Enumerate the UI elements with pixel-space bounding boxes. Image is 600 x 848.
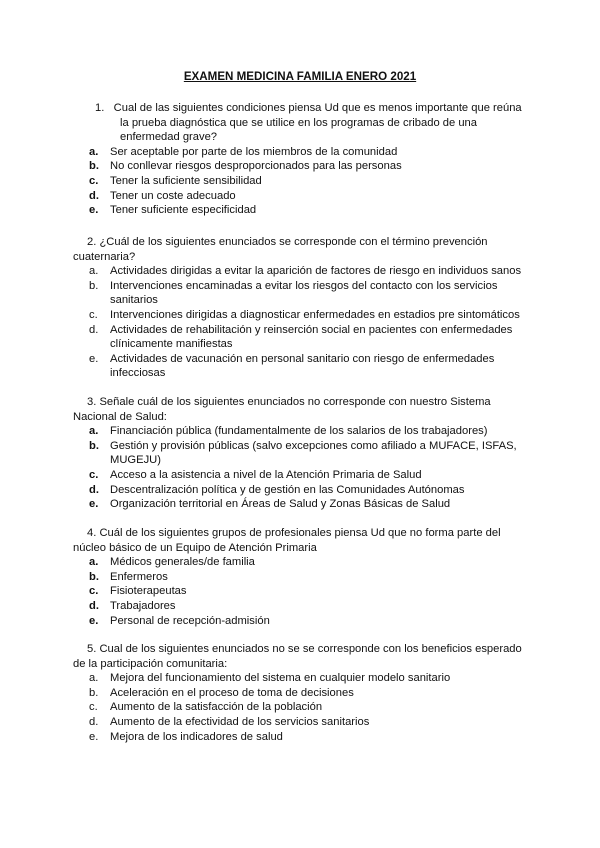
option-label: b. [89, 686, 99, 699]
question-text: ¿Cuál de los siguientes enunciados se corresponde con el término prevención cuaternaria? [73, 236, 488, 263]
option-list [73, 145, 533, 218]
option-label: d. [89, 189, 99, 202]
option-text: Tener un coste adecuado [110, 189, 236, 202]
option-d [73, 483, 533, 498]
option-text: Actividades dirigidas a evitar la aparición de factores de riesgo en individuos sanos [110, 265, 522, 278]
option-label: b. [89, 279, 99, 292]
option-label: d. [89, 715, 99, 728]
option-text: Actividades de rehabilitación y reinserción social en pacientes con enfermedades clínicamente manifiestas [110, 323, 513, 351]
option-text: Mejora del funcionamiento del sistema en cualquier modelo sanitario [110, 672, 451, 685]
question-number: 3. [87, 396, 97, 408]
option-label: c. [89, 701, 98, 714]
option-label: b. [89, 570, 99, 583]
question-text: Cuál de los siguientes grupos de profesionales piensa Ud que no forma parte del núcleo básico de un Equipo de Atención Primaria [73, 527, 501, 554]
option-label: e. [89, 614, 99, 627]
option-label: e. [89, 498, 99, 511]
question-number: 1. [95, 102, 105, 114]
option-text: Aumento de la satisfacción de la población [110, 701, 323, 714]
question-1-stem [73, 101, 533, 145]
option-text: Médicos generales/de familia [110, 556, 255, 569]
option-c [73, 700, 533, 715]
option-text: Mejora de los indicadores de salud [110, 730, 283, 743]
question-number: 4. [87, 527, 97, 539]
question-text: Cual de las siguientes condiciones piensa Ud que es menos importante que reúna la prueba diagnóstica que se utilice en los programas de cribado de una enfermedad grave? [113, 102, 522, 144]
option-c [73, 468, 533, 483]
option-label: c. [89, 585, 99, 598]
option-c [73, 308, 533, 323]
question-4-stem [73, 526, 533, 555]
question-text: Señale cuál de los siguientes enunciados no corresponde con nuestro Sistema Nacional de Salud: [73, 396, 491, 423]
option-text: Aumento de la efectividad de los servicios sanitarios [110, 715, 370, 728]
option-a [73, 671, 533, 686]
option-text: Acceso a la asistencia a nivel de la Atención Primaria de Salud [110, 468, 422, 481]
option-text: Enfermeros [110, 570, 168, 583]
question-5 [73, 642, 533, 744]
option-e [73, 352, 533, 381]
option-a [73, 555, 533, 570]
option-list [73, 671, 533, 744]
option-a [73, 424, 533, 439]
option-text: Aceleración en el proceso de toma de decisiones [110, 686, 354, 699]
option-d [73, 715, 533, 730]
option-label: a. [89, 145, 99, 158]
option-b [73, 439, 533, 468]
option-label: c. [89, 174, 99, 187]
option-list [73, 555, 533, 628]
option-label: c. [89, 308, 98, 321]
option-b [73, 279, 533, 308]
option-b [73, 159, 533, 174]
option-e [73, 497, 533, 512]
option-text: No conllevar riesgos desproporcionados para las personas [110, 160, 402, 173]
option-text: Financiación pública (fundamentalmente de los salarios de los trabajadores) [110, 425, 488, 438]
option-label: e. [89, 352, 99, 365]
option-text: Fisioterapeutas [110, 585, 187, 598]
option-d [73, 189, 533, 204]
option-label: a. [89, 425, 99, 438]
question-2-stem [73, 235, 533, 264]
option-b [73, 570, 533, 585]
option-text: Descentralización política y de gestión en las Comunidades Autónomas [110, 483, 465, 496]
question-number: 5. [87, 643, 97, 655]
question-text: Cual de los siguientes enunciados no se se corresponde con los beneficios esperado de la participación comunitaria: [73, 643, 522, 670]
option-label: d. [89, 599, 99, 612]
page-title: EXAMEN MEDICINA FAMILIA ENERO 2021 [183, 70, 417, 83]
option-list [73, 424, 533, 512]
option-label: d. [89, 483, 99, 496]
option-label: c. [89, 468, 99, 481]
option-d [73, 323, 533, 352]
question-5-stem [73, 642, 533, 671]
option-text: Trabajadores [110, 599, 176, 612]
option-text: Tener suficiente especificidad [110, 204, 257, 217]
option-label: a. [89, 672, 99, 685]
question-3-stem [73, 395, 533, 424]
option-a [73, 145, 533, 160]
option-text: Intervenciones encaminadas a evitar los riesgos del contacto con los servicios sanitarios [110, 279, 498, 307]
question-1 [73, 101, 533, 218]
question-3 [73, 395, 533, 512]
option-label: a. [89, 265, 99, 278]
option-text: Actividades de vacunación en personal sanitario con riesgo de enfermedades infecciosas [110, 352, 495, 380]
option-e [73, 614, 533, 629]
option-c [73, 174, 533, 189]
option-text: Organización territorial en Áreas de Salud y Zonas Básicas de Salud [110, 498, 451, 511]
option-label: e. [89, 204, 99, 217]
option-text: Intervenciones dirigidas a diagnosticar enfermedades en estadios pre sintomáticos [110, 308, 520, 321]
option-label: d. [89, 323, 99, 336]
option-list [73, 264, 533, 381]
question-4 [73, 526, 533, 628]
option-text: Ser aceptable por parte de los miembros de la comunidad [110, 145, 398, 158]
option-c [73, 584, 533, 599]
option-text: Gestión y provisión públicas (salvo excepciones como afiliado a MUFACE, ISFAS, MUGEJU) [110, 439, 517, 467]
option-e [73, 730, 533, 745]
option-b [73, 686, 533, 701]
option-e [73, 203, 533, 218]
option-a [73, 264, 533, 279]
option-label: a. [89, 556, 99, 569]
question-2 [73, 235, 533, 381]
option-label: b. [89, 439, 99, 452]
option-label: e. [89, 730, 99, 743]
question-number: 2. [87, 236, 97, 248]
option-text: Tener la suficiente sensibilidad [110, 174, 262, 187]
option-label: b. [89, 160, 99, 173]
option-text: Personal de recepción-admisión [110, 614, 270, 627]
option-d [73, 599, 533, 614]
